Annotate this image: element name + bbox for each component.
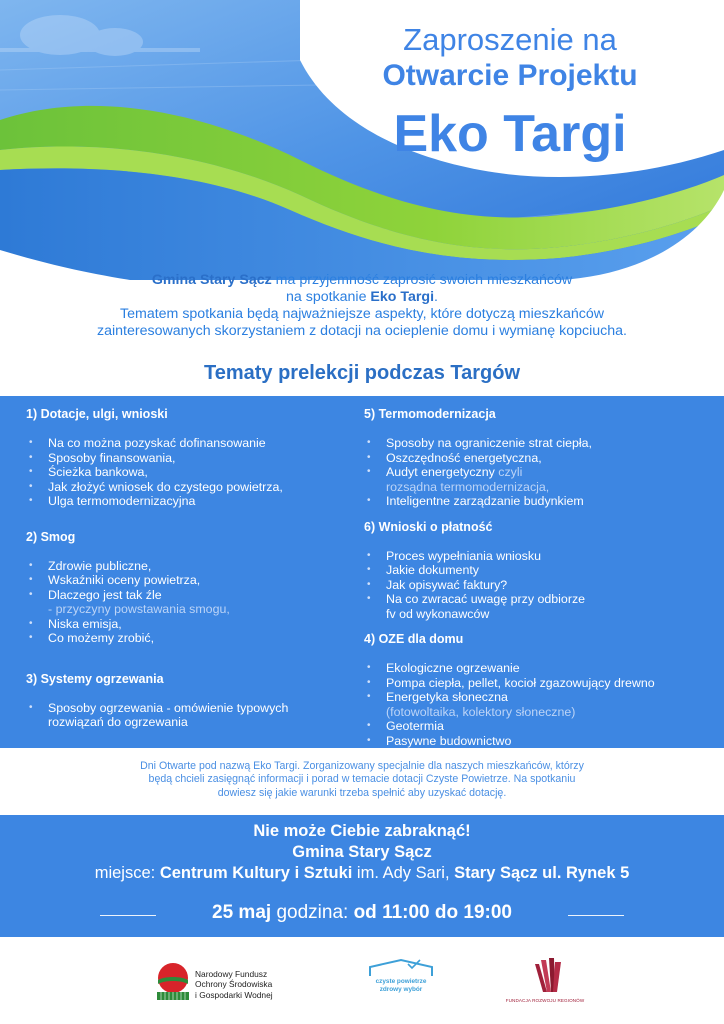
fundacja-name: FUNDACJA ROZWOJU REGIONÓW — [505, 998, 585, 1003]
list-item: • Inteligentne zarządzanie budynkiem — [364, 494, 716, 509]
list-item: • Proces wypełniania wniosku — [364, 549, 716, 564]
venue — [0, 863, 724, 884]
nfos-line: Narodowy Fundusz — [195, 969, 268, 979]
list-item — [26, 588, 346, 617]
topic-title: 4) OZE dla domu — [364, 632, 464, 646]
event-date: 25 maj — [212, 902, 272, 923]
topic-section-2 — [26, 529, 346, 646]
venue-address: Stary Sącz ul. Rynek 5 — [454, 864, 630, 882]
list-item: • Zdrowie publiczne, — [26, 559, 346, 574]
topics-column-right — [364, 406, 716, 748]
nfos-line: Ochrony Środowiska — [195, 979, 273, 990]
list-item-text: Audyt energetyczny — [386, 465, 499, 479]
list-item — [364, 465, 716, 494]
list-item: • Ulga termomodernizacyjna — [26, 494, 346, 509]
list-item: • Geotermia — [364, 719, 716, 734]
list-item-text: rozwiązań do ogrzewania — [48, 715, 188, 729]
cp-line: czyste powietrze — [375, 978, 427, 985]
event-details-panel — [0, 815, 724, 937]
list-item-sub: (fotowoltaika, kolektory słoneczne) — [386, 704, 576, 719]
nfos-logo — [155, 958, 285, 1008]
list-item-text: Dlaczego jest tak źle — [48, 587, 162, 602]
intro-org: Gmina Stary Sącz — [151, 272, 272, 288]
intro-p2: na spotkanie — [286, 289, 371, 305]
list-item: • Co możemy zrobić, — [26, 631, 346, 646]
venue-mid: im. Ady Sari, — [352, 864, 455, 882]
topics-panel — [0, 396, 724, 748]
intro-p3: Tematem spotkania będą najważniejsze aspekty, które dotyczą mieszkańców — [120, 306, 604, 322]
topics-column-left — [26, 406, 346, 730]
list-item: • Oszczędność energetyczna, — [364, 451, 716, 466]
info-line: Dni Otwarte pod nazwą Eko Targi. Zorganizowany specjalnie dla naszych mieszkańców, którzy — [140, 760, 584, 772]
topic-title: 5) Termomodernizacja — [364, 407, 496, 421]
topic-title: 3) Systemy ogrzewania — [26, 671, 164, 686]
list-item-text: Sposoby ogrzewania - omówienie typowych — [48, 700, 289, 715]
house-icon — [368, 958, 434, 978]
organizer: Gmina Stary Sącz — [292, 843, 432, 861]
venue-label: miejsce: — [94, 864, 160, 882]
title-line-2: Otwarcie Projektu — [382, 59, 638, 92]
info-line: dowiesz się jakie warunki trzeba spełnić aby uzyskać dotację. — [217, 786, 507, 799]
list-item: • Wskaźniki oceny powietrza, — [26, 573, 346, 588]
nfos-emblem-icon — [155, 958, 195, 1008]
list-item: • Niska emisja, — [26, 617, 346, 632]
list-item: • Ścieżka bankowa, — [26, 465, 346, 480]
list-item: • Sposoby finansowania, — [26, 451, 346, 466]
topic-title: 6) Wnioski o płatność — [364, 519, 493, 534]
list-item: • Pompa ciepła, pellet, kocioł zgazowujący drewno — [364, 676, 716, 691]
topic-title: 2) Smog — [26, 529, 76, 544]
topic-section-4 — [364, 631, 716, 748]
intro-p2-end: . — [434, 289, 438, 305]
topic-section-5 — [364, 406, 716, 509]
intro-p1: ma przyjemność zaprosić swoich mieszkańców — [271, 272, 573, 288]
list-item-soft: czyli — [498, 465, 523, 479]
venue-name: Centrum Kultury i Sztuki — [159, 864, 353, 882]
event-time: od 11:00 do 19:00 — [353, 902, 512, 923]
title-event-name: Eko Targi — [393, 105, 627, 163]
list-item: • Jak złożyć wniosek do czystego powietrza, — [26, 480, 346, 495]
czyste-powietrze-text — [368, 978, 434, 993]
date-time — [0, 901, 724, 925]
list-item — [26, 701, 346, 730]
list-item — [364, 592, 716, 621]
list-item: • Sposoby na ograniczenie strat ciepła, — [364, 436, 716, 451]
call-to-action: Nie może Ciebie zabraknąć! — [253, 822, 471, 840]
list-item-text: fv od wykonawców — [386, 606, 490, 621]
topics-heading: Tematy prelekcji podczas Targów — [203, 362, 521, 384]
time-label: godzina: — [271, 902, 354, 923]
topic-section-1 — [26, 406, 346, 509]
list-item-text: Na co zwracać uwagę przy odbiorze — [386, 592, 586, 606]
list-item-sub: rozsądna termomodernizacja, — [386, 479, 550, 494]
sponsor-logos — [0, 950, 724, 1020]
list-item-sub: - przyczyny powstawania smogu, — [48, 602, 230, 616]
intro-event: Eko Targi — [370, 289, 435, 305]
list-item: • Pasywne budownictwo — [364, 734, 716, 749]
list-item: • Jak opisywać faktury? — [364, 578, 716, 593]
list-item: • Jakie dokumenty — [364, 563, 716, 578]
intro-text — [20, 272, 704, 340]
title-line-1: Zaproszenie na — [403, 22, 617, 57]
list-item — [364, 690, 716, 719]
info-line: będą chcieli zasięgnąć informacji i porad w temacie dotacji Czyste Powietrze. Na spotkaniu — [148, 773, 576, 786]
nfos-line: i Gospodarki Wodnej — [195, 989, 273, 1000]
fundacja-emblem-icon — [505, 954, 585, 996]
list-item: • Na co można pozyskać dofinansowanie — [26, 436, 346, 451]
nfos-name — [195, 969, 295, 1000]
fundacja-logo — [505, 954, 585, 1010]
topic-title: 1) Dotacje, ulgi, wnioski — [26, 407, 168, 421]
title-block — [320, 22, 700, 166]
list-item: • Ekologiczne ogrzewanie — [364, 661, 716, 676]
czyste-powietrze-logo — [368, 958, 434, 998]
cp-line: zdrowy wybór — [379, 985, 423, 993]
list-item-text: Energetyka słoneczna — [386, 690, 508, 704]
topic-section-3 — [26, 671, 346, 730]
intro-p4: zainteresowanych skorzystaniem z dotacji na ocieplenie domu i wymianę kopciucha. — [97, 323, 627, 339]
info-text — [60, 760, 664, 800]
topic-section-6 — [364, 519, 716, 622]
